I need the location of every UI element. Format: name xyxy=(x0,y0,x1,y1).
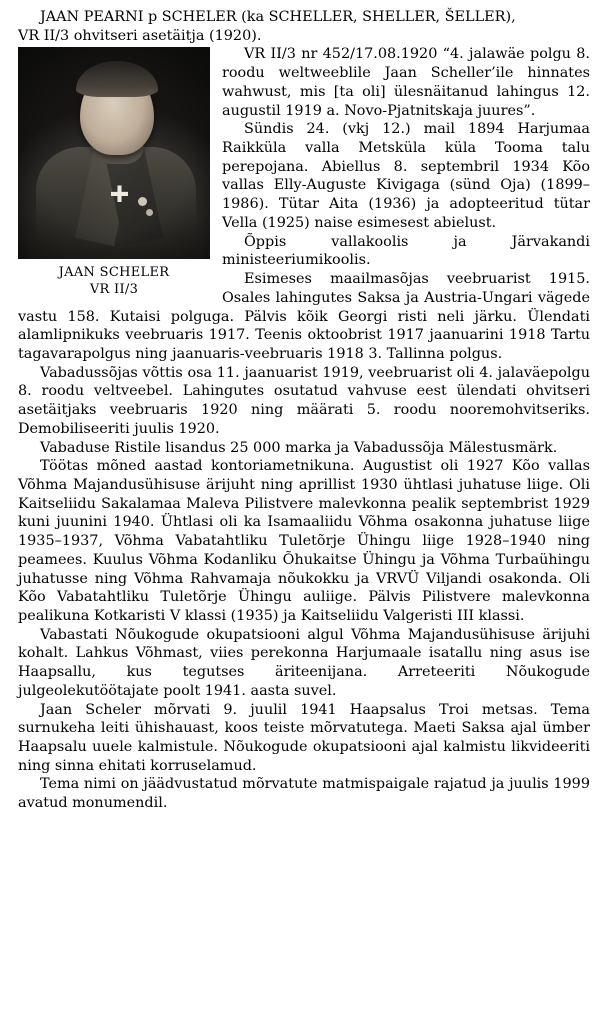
portrait-figure xyxy=(18,47,210,298)
paragraph-birth: Sündis 24. (vkj 12.) mail 1894 Harjumaa Raikküla valla Metsküla küla Tooma talu perepojana. Abiellus 8. septembril 1934 Kõo vallas Elly-Auguste Kivigaga (sünd Oja) (1899–1986). Tütar Aita (1936) ja adopteeritud tütar Vella (1925) naise esimesest abielust. xyxy=(222,121,590,231)
caption-name: JAAN SCHELER xyxy=(58,265,170,281)
entry-title-line-1: JAAN PEARNI p SCHELER (ka SCHELLER, SHELLER, ŠELLER), xyxy=(40,9,516,25)
paragraph-death: Jaan Scheler mõrvati 9. juulil 1941 Haapsalus Troi metsas. Tema surnukeha leiti ühishauast, koos teiste mõrvatutega. Maeti Saksa ajal ümber Haapsalu uuele kalmistule. Nõukogude okupatsiooni ajal kalmistu likvideeriti ning sinna ehitati korruselamud. xyxy=(18,701,590,774)
caption-award: VR II/3 xyxy=(89,281,139,297)
paragraph-education: Õppis vallakoolis ja Järvakandi ministeeriumikoolis. xyxy=(222,233,590,269)
paragraph-career: Töötas mõned aastad kontoriametnikuna. Augustist oli 1927 Kõo vallas Võhma Majandusühisuse ärijuht ning aprillist 1930 ühtlasi juhatuse liige. Oli Kaitseliidu Sakalamaa Maleva Pilistvere malevkonna pealik septembrist 1929 kuni juunini 1940. Ühtlasi oli ka Isamaaliidu Võhma osakonna juhatuse liige 1935–1937, Võhma Vabatahtliku Tuletõrje Ühingu liige 1928–1940 ning peamees. Kuulus Võhma Kodanliku Õhukaitse Ühingu ja Võhma Turbaühingu juhatusse ning Võhma Rahvamaja nõukokku ja VRVÜ Viljandi osakonda. Oli Kõo Vabatahtliku Tuletõrje Ühingu auliige. Pälvis Pilistvere malevkonna pealikuna Kotkaristi V klassi (1935) ja Kaitseliidu Valgeristi III klassi. xyxy=(18,458,590,624)
entry-title-line-2: VR II/3 ohvitseri asetäitja (1920). xyxy=(18,27,262,44)
portrait-photo xyxy=(18,47,210,259)
paragraph-memorial: Tema nimi on jäädvustatud mõrvatute matmispaigale rajatud ja juulis 1999 avatud monumendil. xyxy=(18,776,590,812)
paragraph-soviet-occupation: Vabastati Nõukogude okupatsiooni algul Võhma Majandusühisuse ärijuhi kohalt. Lahkus Võhmast, viies perekonna Harjumaale isatallu ning asus ise Haapsallu, kus tegutses äriteenijana. Arreteeriti Nõukogude julgeolekutöötajate poolt 1941. aasta suvel. xyxy=(18,626,590,699)
paragraph-wwi: Esimeses maailmasõjas veebruarist 1915. Osales lahingutes Saksa ja Austria-Ungari vägede vastu 158. Kutaisi polguga. Pälvis kõik Georgi risti neli järku. Ülendati alamlipnikuks veebruaris 1917. Teenis oktoobrist 1917 jaanuarini 1918 Tartu tagavarapolgus ning jaanuaris-veebruaris 1918 3. Tallinna polgus. xyxy=(18,271,590,362)
photo-vignette xyxy=(18,47,210,259)
portrait-caption xyxy=(18,259,210,298)
paragraph-citation: VR II/3 nr 452/17.08.1920 “4. jalawäe polgu 8. roodu weltweeblile Jaan Scheller’ile hinnates wahwust, mis [ta oli] ülesnäitanud lahingus 12. augustil 1919 a. Novo-Pjatnitskaja juures”. xyxy=(222,46,590,119)
paragraph-war-of-independence: Vabadussõjas võttis osa 11. jaanuarist 1919, veebruarist oli 4. jalaväepolgu 8. roodu veltveebel. Lahingutes osutatud vahvuse eest ülendati ohvitseri asetäitjaks veebruaris 1920 ning määrati 5. roodu nooremohvitseriks. Demobiliseeriti juulis 1920. xyxy=(18,364,590,437)
paragraph-award-addition: Vabaduse Ristile lisandus 25 000 marka ja Vabadussõja Mälestusmärk. xyxy=(40,439,558,456)
text-column xyxy=(18,8,590,813)
